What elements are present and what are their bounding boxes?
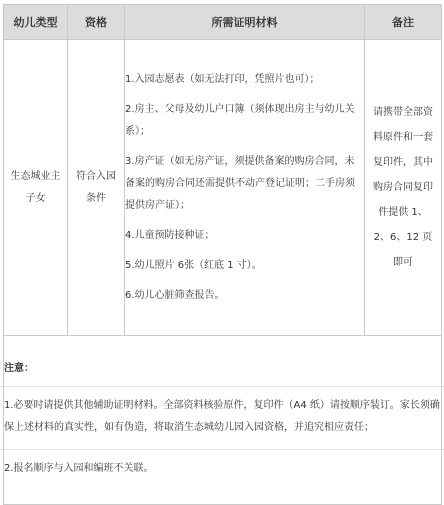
notes-cell (4, 336, 442, 505)
notes-title: 注意： (4, 363, 34, 374)
header-child-type: 幼儿类型 (4, 5, 68, 40)
qualification-cell (68, 40, 125, 336)
materials-cell (125, 40, 365, 336)
remarks-cell (365, 40, 442, 336)
table-row (4, 40, 442, 336)
material-item: 4.儿童预防接种证； (125, 229, 215, 241)
child-type-text: 生态城业主子女 (10, 170, 61, 204)
material-item: 1.入园志愿表（如无法打印，凭照片也可）； (125, 73, 320, 85)
notes-row (4, 336, 442, 505)
material-item: 2.房主、父母及幼儿户口簿（须体现出房主与幼儿关系）； (125, 103, 355, 137)
note-item: 2.报名顺序与入园和编班不关联。 (4, 463, 154, 474)
child-type-cell (4, 40, 68, 336)
note-item: 1.必要时请提供其他辅助证明材料。全部资料核验原件，复印件（A4 纸）请按顺序装订。家长须确保上述材料的真实性，如有伪造，将取消生态城幼儿园入园资格，并追究相应责任； (4, 400, 440, 433)
requirements-table (3, 4, 442, 505)
material-item: 5.幼儿照片 6张（红底 1 寸）。 (125, 259, 262, 271)
material-item: 6.幼儿心脏筛查报告。 (125, 289, 225, 301)
materials-list (125, 69, 364, 307)
table-header-row (4, 5, 442, 40)
header-required-materials: 所需证明材料 (125, 5, 365, 40)
notes-divider (0, 386, 444, 387)
qualification-text: 符合入园条件 (76, 170, 116, 204)
header-qualification: 资格 (68, 5, 125, 40)
header-remarks: 备注 (365, 5, 442, 40)
remarks-text: 请携带全部资料原件和一套复印件，其中购房合同复印件提供 1、2、6、12 页即可 (373, 107, 433, 268)
notes-divider (0, 449, 444, 450)
material-item: 3.房产证（如无房产证，须提供备案的购房合同，未备案的购房合同还需提供不动产登记证明；二手房须提供房产证）； (125, 155, 355, 211)
